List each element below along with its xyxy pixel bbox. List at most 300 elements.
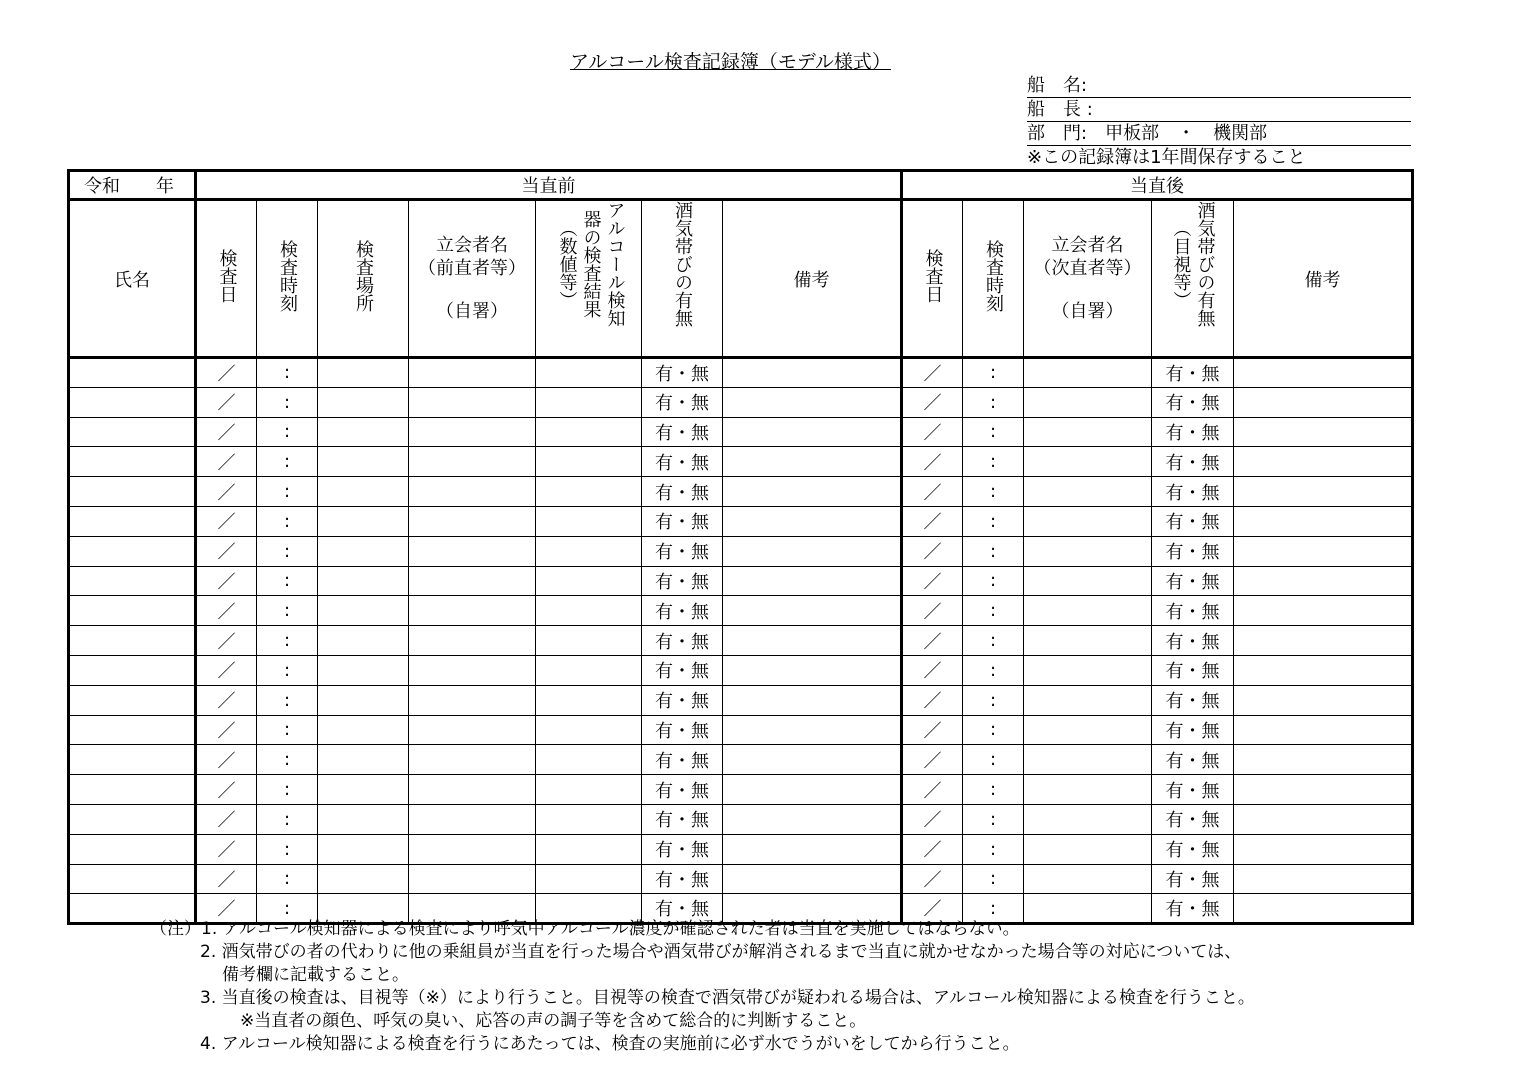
after-time-cell[interactable]: : [963, 864, 1024, 894]
before-detector-cell[interactable] [536, 477, 642, 507]
table-row [69, 596, 1413, 626]
before-intox-cell[interactable]: 有・無 [642, 894, 723, 924]
before-intox-cell[interactable]: 有・無 [642, 864, 723, 894]
before-detector-cell[interactable] [536, 596, 642, 626]
note-4: 4. アルコール検知器による検査を行うにあたっては、検査の実施前に必ず水でうがいをしてから行うこと。 [200, 1034, 1020, 1054]
before-detector-cell[interactable] [536, 626, 642, 656]
after-date-cell[interactable]: ／ [902, 685, 963, 715]
name-cell[interactable] [69, 566, 196, 596]
after-remarks-cell[interactable] [1234, 655, 1413, 685]
col-after-date-label: 検査日 [922, 249, 944, 303]
before-place-cell[interactable] [318, 715, 409, 745]
before-intox-cell[interactable]: 有・無 [642, 745, 723, 775]
table-row [69, 358, 1413, 388]
before-intox-cell[interactable]: 有・無 [642, 804, 723, 834]
before-place-cell[interactable] [318, 566, 409, 596]
note-2b: 備考欄に記載すること。 [222, 965, 409, 985]
after-witness-cell[interactable] [1024, 477, 1152, 507]
before-witness-line2: （前直者等） [418, 258, 526, 279]
before-detector-cell[interactable] [536, 358, 642, 388]
before-time-cell[interactable]: : [257, 506, 318, 536]
name-cell[interactable] [69, 596, 196, 626]
after-remarks-cell[interactable] [1234, 566, 1413, 596]
after-date-cell[interactable]: ／ [902, 566, 963, 596]
col-before-time [257, 200, 318, 358]
after-witness-cell[interactable] [1024, 506, 1152, 536]
table-row [69, 417, 1413, 447]
before-remarks-cell[interactable] [723, 536, 902, 566]
table-row [69, 775, 1413, 805]
after-witness-cell[interactable] [1024, 864, 1152, 894]
after-time-cell[interactable]: : [963, 477, 1024, 507]
before-place-cell[interactable] [318, 685, 409, 715]
before-witness-cell[interactable] [409, 775, 536, 805]
after-remarks-cell[interactable] [1234, 775, 1413, 805]
after-time-cell[interactable]: : [963, 804, 1024, 834]
after-time-cell[interactable]: : [963, 566, 1024, 596]
before-place-cell[interactable] [318, 596, 409, 626]
after-witness-cell[interactable] [1024, 417, 1152, 447]
before-time-cell[interactable]: : [257, 566, 318, 596]
before-remarks-cell[interactable] [723, 655, 902, 685]
after-date-cell[interactable]: ／ [902, 596, 963, 626]
before-place-cell[interactable] [318, 745, 409, 775]
col-before-place [318, 200, 409, 358]
name-cell[interactable] [69, 506, 196, 536]
after-time-cell[interactable]: : [963, 745, 1024, 775]
after-remarks-cell[interactable] [1234, 894, 1413, 924]
after-witness-cell[interactable] [1024, 626, 1152, 656]
after-date-cell[interactable]: ／ [902, 655, 963, 685]
detector-label-c: （数値等） [556, 219, 578, 309]
before-time-cell[interactable]: : [257, 715, 318, 745]
before-intox-cell[interactable]: 有・無 [642, 626, 723, 656]
inspection-table [67, 169, 1414, 925]
after-intox-cell[interactable]: 有・無 [1152, 655, 1234, 685]
before-place-cell[interactable] [318, 804, 409, 834]
before-date-cell[interactable]: ／ [196, 775, 257, 805]
table-row [69, 566, 1413, 596]
before-detector-cell[interactable] [536, 566, 642, 596]
col-name-label: 氏名 [114, 269, 150, 291]
before-detector-cell[interactable] [536, 745, 642, 775]
before-place-cell[interactable] [318, 775, 409, 805]
before-place-cell[interactable] [318, 536, 409, 566]
before-time-cell[interactable]: : [257, 834, 318, 864]
name-cell[interactable] [69, 745, 196, 775]
after-date-cell[interactable]: ／ [902, 745, 963, 775]
era-cell[interactable]: 令和 年 [69, 171, 196, 200]
col-after-witness [1024, 200, 1152, 358]
before-detector-cell[interactable] [536, 536, 642, 566]
before-time-cell[interactable]: : [257, 626, 318, 656]
col-name [69, 200, 196, 358]
before-date-cell[interactable]: ／ [196, 506, 257, 536]
before-date-cell[interactable]: ／ [196, 387, 257, 417]
after-intox-cell[interactable]: 有・無 [1152, 566, 1234, 596]
col-before-intox-label: 酒気帯びの有無 [672, 201, 693, 327]
before-time-cell[interactable]: : [257, 447, 318, 477]
after-intox-label-a: 酒気帯びの有無 [1194, 201, 1216, 327]
ship-name-field[interactable]: 船 名: [1027, 74, 1411, 98]
after-remarks-cell[interactable] [1234, 387, 1413, 417]
after-time-cell[interactable]: : [963, 626, 1024, 656]
col-after-remarks-label: 備考 [1304, 269, 1341, 291]
before-remarks-cell[interactable] [723, 596, 902, 626]
before-date-cell[interactable]: ／ [196, 626, 257, 656]
before-place-cell[interactable] [318, 417, 409, 447]
after-intox-cell[interactable]: 有・無 [1152, 536, 1234, 566]
after-witness-cell[interactable] [1024, 685, 1152, 715]
before-detector-cell[interactable] [536, 715, 642, 745]
before-detector-cell[interactable] [536, 775, 642, 805]
before-date-cell[interactable]: ／ [196, 566, 257, 596]
after-date-cell[interactable]: ／ [902, 864, 963, 894]
before-time-cell[interactable]: : [257, 685, 318, 715]
table-row [69, 804, 1413, 834]
name-cell[interactable] [69, 834, 196, 864]
before-intox-cell[interactable]: 有・無 [642, 477, 723, 507]
after-witness-cell[interactable] [1024, 745, 1152, 775]
before-date-cell[interactable]: ／ [196, 417, 257, 447]
name-cell[interactable] [69, 358, 196, 388]
after-remarks-cell[interactable] [1234, 715, 1413, 745]
before-time-cell[interactable]: : [257, 745, 318, 775]
after-time-cell[interactable]: : [963, 894, 1024, 924]
before-remarks-cell[interactable] [723, 834, 902, 864]
before-remarks-cell[interactable] [723, 804, 902, 834]
after-remarks-cell[interactable] [1234, 834, 1413, 864]
before-detector-cell[interactable] [536, 685, 642, 715]
before-intox-cell[interactable]: 有・無 [642, 685, 723, 715]
before-detector-cell[interactable] [536, 447, 642, 477]
col-before-date [196, 200, 257, 358]
before-date-cell[interactable]: ／ [196, 804, 257, 834]
before-witness-cell[interactable] [409, 477, 536, 507]
before-time-cell[interactable]: : [257, 655, 318, 685]
before-duty-header: 当直前 [196, 171, 902, 200]
before-date-cell[interactable]: ／ [196, 864, 257, 894]
after-witness-cell[interactable] [1024, 387, 1152, 417]
before-witness-cell[interactable] [409, 387, 536, 417]
table-row [69, 834, 1413, 864]
before-time-cell[interactable]: : [257, 894, 318, 924]
after-date-cell[interactable]: ／ [902, 894, 963, 924]
before-time-cell[interactable]: : [257, 596, 318, 626]
after-intox-cell[interactable]: 有・無 [1152, 745, 1234, 775]
before-witness-cell[interactable] [409, 417, 536, 447]
before-detector-cell[interactable] [536, 655, 642, 685]
after-intox-cell[interactable]: 有・無 [1152, 506, 1234, 536]
after-date-cell[interactable]: ／ [902, 804, 963, 834]
after-date-cell[interactable]: ／ [902, 358, 963, 388]
before-witness-cell[interactable] [409, 685, 536, 715]
before-intox-cell[interactable]: 有・無 [642, 387, 723, 417]
before-place-cell[interactable] [318, 358, 409, 388]
after-time-cell[interactable]: : [963, 358, 1024, 388]
after-time-cell[interactable]: : [963, 536, 1024, 566]
after-time-cell[interactable]: : [963, 715, 1024, 745]
col-before-time-label: 検査時刻 [277, 240, 298, 312]
after-remarks-cell[interactable] [1234, 626, 1413, 656]
before-date-cell[interactable]: ／ [196, 894, 257, 924]
after-remarks-cell[interactable] [1234, 506, 1413, 536]
before-remarks-cell[interactable] [723, 864, 902, 894]
before-place-cell[interactable] [318, 864, 409, 894]
table-body [69, 358, 1413, 924]
before-date-cell[interactable]: ／ [196, 745, 257, 775]
retention-note: ※この記録簿は1年間保存すること [1027, 147, 1306, 168]
after-time-cell[interactable]: : [963, 506, 1024, 536]
after-intox-cell[interactable]: 有・無 [1152, 387, 1234, 417]
col-before-remarks-label: 備考 [793, 269, 830, 291]
after-time-cell[interactable]: : [963, 596, 1024, 626]
after-remarks-cell[interactable] [1234, 864, 1413, 894]
before-detector-cell[interactable] [536, 834, 642, 864]
after-date-cell[interactable]: ／ [902, 715, 963, 745]
before-remarks-cell[interactable] [723, 685, 902, 715]
before-detector-cell[interactable] [536, 506, 642, 536]
detector-label-a: アルコール検知 [604, 201, 626, 327]
after-intox-label-b: （目視等） [1170, 219, 1192, 309]
before-time-cell[interactable]: : [257, 536, 318, 566]
before-intox-cell[interactable]: 有・無 [642, 358, 723, 388]
before-witness-cell[interactable] [409, 655, 536, 685]
after-intox-cell[interactable]: 有・無 [1152, 447, 1234, 477]
before-detector-cell[interactable] [536, 387, 642, 417]
after-witness-cell[interactable] [1024, 447, 1152, 477]
after-witness-cell[interactable] [1024, 655, 1152, 685]
after-witness-cell[interactable] [1024, 834, 1152, 864]
after-date-cell[interactable]: ／ [902, 506, 963, 536]
before-remarks-cell[interactable] [723, 387, 902, 417]
name-cell[interactable] [69, 387, 196, 417]
name-cell[interactable] [69, 715, 196, 745]
after-time-cell[interactable]: : [963, 775, 1024, 805]
after-remarks-cell[interactable] [1234, 536, 1413, 566]
col-before-place-label: 検査場所 [353, 240, 374, 312]
before-time-cell[interactable]: : [257, 417, 318, 447]
before-date-cell[interactable]: ／ [196, 834, 257, 864]
note-2a: 2. 酒気帯びの者の代わりに他の乗組員が当直を行った場合や酒気帯びが解消されるまで当直に就かせなかった場合等の対応については、 [200, 942, 1242, 962]
before-place-cell[interactable] [318, 834, 409, 864]
before-intox-cell[interactable]: 有・無 [642, 655, 723, 685]
after-intox-cell[interactable]: 有・無 [1152, 715, 1234, 745]
before-place-cell[interactable] [318, 387, 409, 417]
name-cell[interactable] [69, 864, 196, 894]
after-intox-cell[interactable]: 有・無 [1152, 685, 1234, 715]
name-cell[interactable] [69, 626, 196, 656]
after-date-cell[interactable]: ／ [902, 626, 963, 656]
after-time-cell[interactable]: : [963, 447, 1024, 477]
after-time-cell[interactable]: : [963, 655, 1024, 685]
col-after-remarks [1234, 200, 1413, 358]
after-intox-cell[interactable]: 有・無 [1152, 864, 1234, 894]
before-intox-cell[interactable]: 有・無 [642, 447, 723, 477]
after-witness-line3: （自署） [1051, 301, 1124, 322]
after-remarks-cell[interactable] [1234, 804, 1413, 834]
before-remarks-cell[interactable] [723, 566, 902, 596]
before-time-cell[interactable]: : [257, 358, 318, 388]
after-remarks-cell[interactable] [1234, 447, 1413, 477]
before-remarks-cell[interactable] [723, 715, 902, 745]
after-witness-cell[interactable] [1024, 536, 1152, 566]
before-witness-cell[interactable] [409, 536, 536, 566]
after-intox-cell[interactable]: 有・無 [1152, 477, 1234, 507]
after-time-cell[interactable]: : [963, 834, 1024, 864]
table-row [69, 864, 1413, 894]
after-time-cell[interactable]: : [963, 685, 1024, 715]
before-date-cell[interactable]: ／ [196, 655, 257, 685]
after-remarks-cell[interactable] [1234, 745, 1413, 775]
before-witness-cell[interactable] [409, 804, 536, 834]
before-remarks-cell[interactable] [723, 358, 902, 388]
after-intox-cell[interactable]: 有・無 [1152, 834, 1234, 864]
after-date-cell[interactable]: ／ [902, 417, 963, 447]
name-cell[interactable] [69, 655, 196, 685]
name-cell[interactable] [69, 775, 196, 805]
notes-prefix: （注） [150, 919, 201, 939]
table-row [69, 536, 1413, 566]
before-remarks-cell[interactable] [723, 417, 902, 447]
table-row [69, 655, 1413, 685]
after-witness-cell[interactable] [1024, 775, 1152, 805]
after-remarks-cell[interactable] [1234, 596, 1413, 626]
table-row [69, 477, 1413, 507]
before-witness-cell[interactable] [409, 864, 536, 894]
table-row [69, 685, 1413, 715]
after-remarks-cell[interactable] [1234, 685, 1413, 715]
col-before-date-label: 検査日 [216, 249, 238, 303]
name-cell[interactable] [69, 417, 196, 447]
before-witness-cell[interactable] [409, 447, 536, 477]
before-place-cell[interactable] [318, 655, 409, 685]
col-before-intox [642, 200, 723, 358]
col-after-time [963, 200, 1024, 358]
before-intox-cell[interactable]: 有・無 [642, 536, 723, 566]
after-date-cell[interactable]: ／ [902, 477, 963, 507]
before-intox-cell[interactable]: 有・無 [642, 417, 723, 447]
after-remarks-cell[interactable] [1234, 417, 1413, 447]
before-witness-line3: （自署） [436, 301, 508, 322]
after-intox-cell[interactable]: 有・無 [1152, 894, 1234, 924]
before-date-cell[interactable]: ／ [196, 715, 257, 745]
before-detector-cell[interactable] [536, 417, 642, 447]
before-intox-cell[interactable]: 有・無 [642, 566, 723, 596]
captain-field[interactable]: 船 長 : [1027, 98, 1411, 122]
before-detector-cell[interactable] [536, 864, 642, 894]
before-time-cell[interactable]: : [257, 387, 318, 417]
before-remarks-cell[interactable] [723, 626, 902, 656]
before-intox-cell[interactable]: 有・無 [642, 715, 723, 745]
before-place-cell[interactable] [318, 506, 409, 536]
before-intox-cell[interactable]: 有・無 [642, 834, 723, 864]
after-remarks-cell[interactable] [1234, 477, 1413, 507]
before-time-cell[interactable]: : [257, 775, 318, 805]
after-duty-header: 当直後 [902, 171, 1413, 200]
before-remarks-cell[interactable] [723, 477, 902, 507]
after-intox-cell[interactable]: 有・無 [1152, 804, 1234, 834]
after-intox-cell[interactable]: 有・無 [1152, 596, 1234, 626]
col-after-intox [1152, 200, 1234, 358]
before-remarks-cell[interactable] [723, 745, 902, 775]
after-date-cell[interactable]: ／ [902, 775, 963, 805]
after-intox-cell[interactable]: 有・無 [1152, 775, 1234, 805]
after-witness-cell[interactable] [1024, 804, 1152, 834]
name-cell[interactable] [69, 536, 196, 566]
before-intox-cell[interactable]: 有・無 [642, 775, 723, 805]
after-date-cell[interactable]: ／ [902, 447, 963, 477]
name-cell[interactable] [69, 685, 196, 715]
before-witness-cell[interactable] [409, 626, 536, 656]
before-place-cell[interactable] [318, 626, 409, 656]
before-detector-cell[interactable] [536, 804, 642, 834]
before-place-cell[interactable] [318, 477, 409, 507]
before-intox-cell[interactable]: 有・無 [642, 506, 723, 536]
before-remarks-cell[interactable] [723, 447, 902, 477]
before-date-cell[interactable]: ／ [196, 536, 257, 566]
after-time-cell[interactable]: : [963, 417, 1024, 447]
after-intox-cell[interactable]: 有・無 [1152, 417, 1234, 447]
before-date-cell[interactable]: ／ [196, 358, 257, 388]
before-witness-cell[interactable] [409, 566, 536, 596]
before-place-cell[interactable] [318, 447, 409, 477]
col-before-remarks [723, 200, 902, 358]
after-remarks-cell[interactable] [1234, 358, 1413, 388]
before-date-cell[interactable]: ／ [196, 685, 257, 715]
after-date-cell[interactable]: ／ [902, 387, 963, 417]
after-intox-cell[interactable]: 有・無 [1152, 358, 1234, 388]
after-witness-cell[interactable] [1024, 358, 1152, 388]
before-intox-cell[interactable]: 有・無 [642, 596, 723, 626]
after-time-cell[interactable]: : [963, 387, 1024, 417]
before-witness-cell[interactable] [409, 358, 536, 388]
before-witness-cell[interactable] [409, 834, 536, 864]
name-cell[interactable] [69, 447, 196, 477]
col-after-time-label: 検査時刻 [983, 240, 1005, 312]
table-row [69, 715, 1413, 745]
after-date-cell[interactable]: ／ [902, 834, 963, 864]
before-remarks-cell[interactable] [723, 506, 902, 536]
table-row [69, 447, 1413, 477]
department-field[interactable]: 部 門: 甲板部 ・ 機関部 [1027, 122, 1411, 146]
note-1: 1. アルコール検知器による検査により呼気中アルコール濃度が確認された者は当直を実施してはならない。 [201, 919, 1020, 939]
col-before-detector [536, 200, 642, 358]
table-row [69, 745, 1413, 775]
before-witness-cell[interactable] [409, 745, 536, 775]
before-witness-line1: 立会者名 [436, 235, 508, 256]
after-date-cell[interactable]: ／ [902, 536, 963, 566]
after-intox-cell[interactable]: 有・無 [1152, 626, 1234, 656]
before-witness-cell[interactable] [409, 506, 536, 536]
before-remarks-cell[interactable] [723, 775, 902, 805]
before-witness-cell[interactable] [409, 715, 536, 745]
after-witness-cell[interactable] [1024, 566, 1152, 596]
before-date-cell[interactable]: ／ [196, 447, 257, 477]
before-time-cell[interactable]: : [257, 864, 318, 894]
name-cell[interactable] [69, 477, 196, 507]
before-time-cell[interactable]: : [257, 804, 318, 834]
after-witness-cell[interactable] [1024, 715, 1152, 745]
note-3a: 3. 当直後の検査は、目視等（※）により行うこと。目視等の検査で酒気帯びが疑われる場合は、アルコール検知器による検査を行うこと。 [200, 988, 1255, 1008]
before-witness-cell[interactable] [409, 596, 536, 626]
before-date-cell[interactable]: ／ [196, 596, 257, 626]
before-time-cell[interactable]: : [257, 477, 318, 507]
before-date-cell[interactable]: ／ [196, 477, 257, 507]
after-witness-cell[interactable] [1024, 596, 1152, 626]
col-before-witness [409, 200, 536, 358]
name-cell[interactable] [69, 804, 196, 834]
